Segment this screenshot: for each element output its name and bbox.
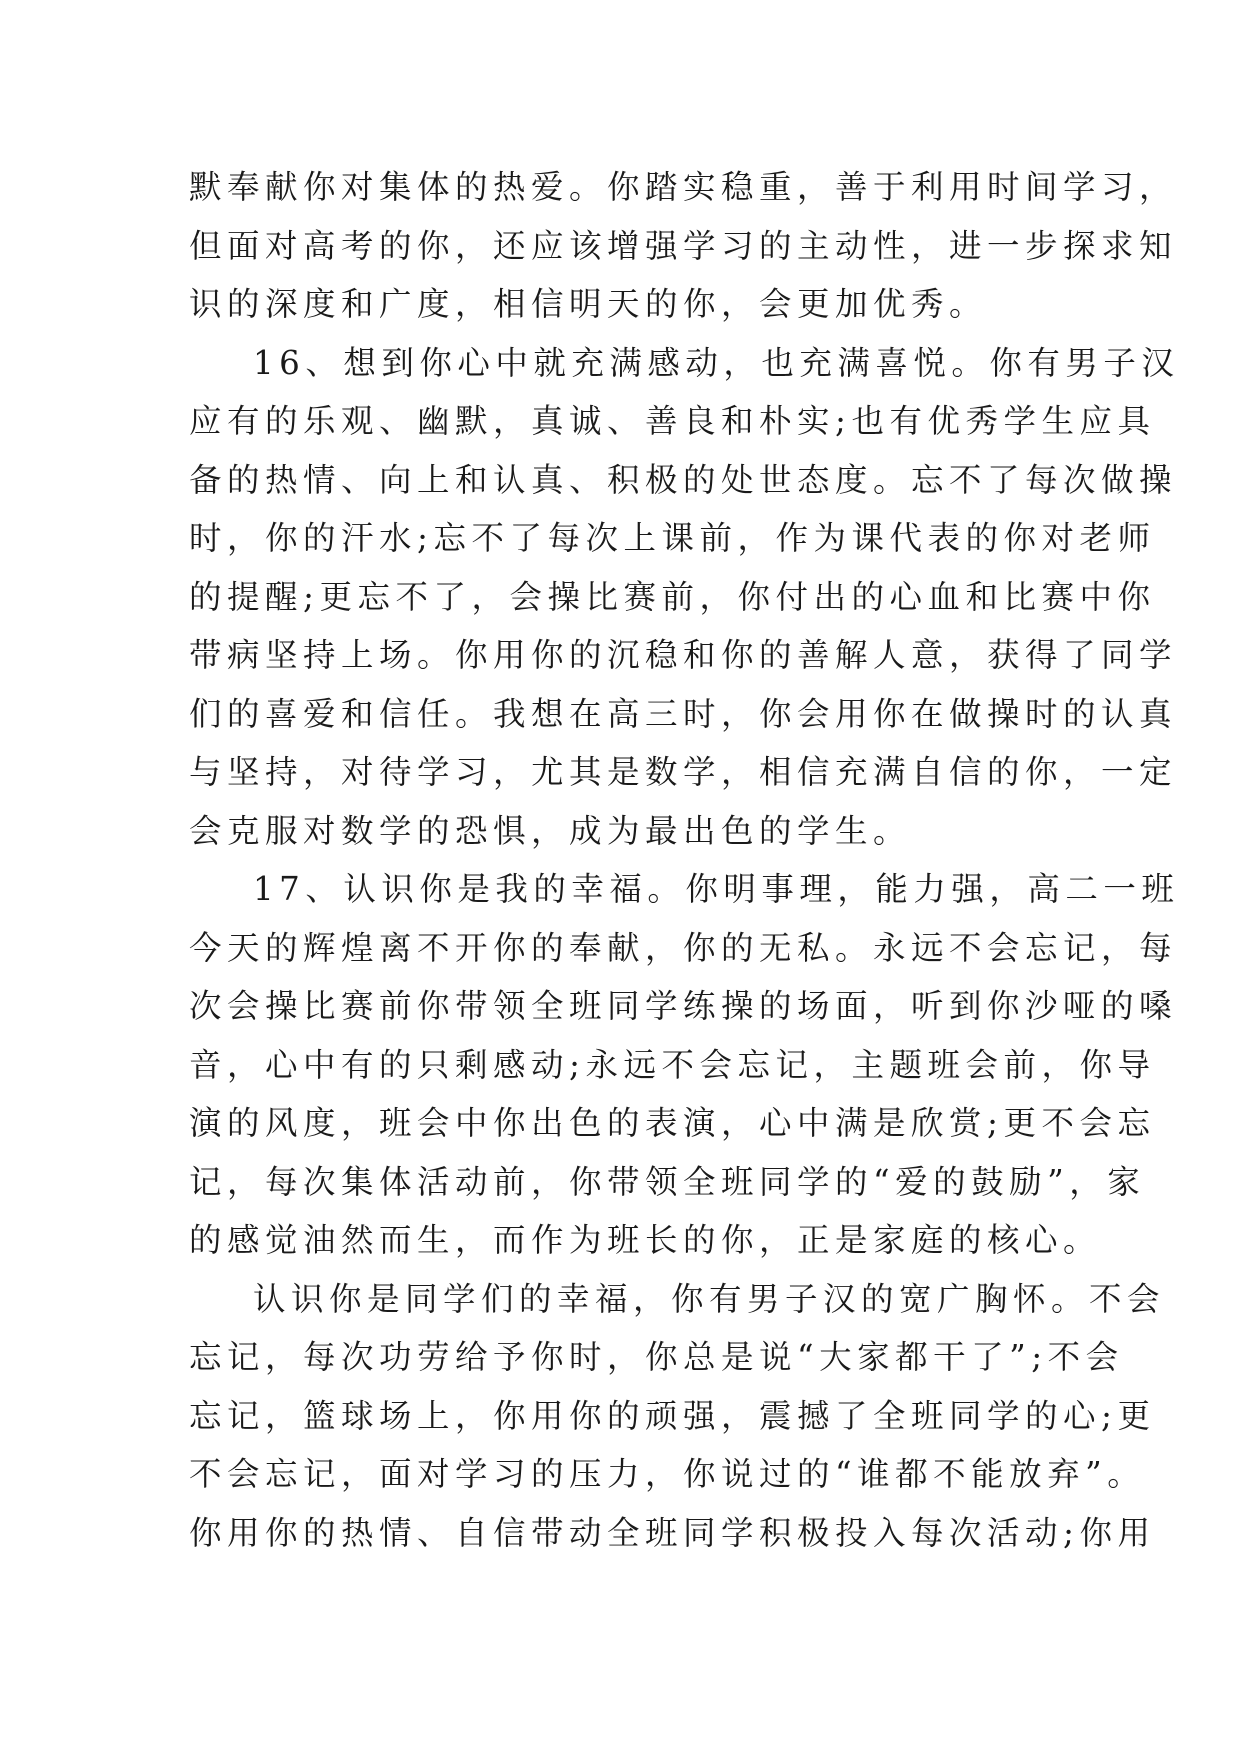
text-line: 今天的辉煌离不开你的奉献，你的无私。永远不会忘记，每 bbox=[189, 928, 1178, 967]
text-line: 忘记，每次功劳给予你时，你总是说“大家都干了”;不会 bbox=[189, 1338, 1124, 1376]
text-line: 认识你是同学们的幸福，你有男子汉的宽广胸怀。不会 bbox=[253, 1279, 1166, 1318]
text-line: 会克服对数学的恐惧，成为最出色的学生。 bbox=[189, 811, 912, 850]
text-line: 应有的乐观、幽默，真诚、善良和朴实;也有优秀学生应具 bbox=[189, 402, 1156, 440]
text-line: 17、认识你是我的幸福。你明事理，能力强，高二一班 bbox=[253, 870, 1180, 908]
text-line: 的提醒;更忘不了，会操比赛前，你付出的心血和比赛中你 bbox=[189, 577, 1156, 616]
text-line: 与坚持，对待学习，尤其是数学，相信充满自信的你，一定 bbox=[189, 753, 1178, 791]
text-line: 演的风度，班会中你出色的表演，心中满是欣赏;更不会忘 bbox=[189, 1104, 1156, 1142]
text-line: 们的喜爱和信任。我想在高三时，你会用你在做操时的认真 bbox=[189, 694, 1178, 733]
text-line: 16、想到你心中就充满感动，也充满喜悦。你有男子汉 bbox=[253, 343, 1180, 382]
text-line: 带病坚持上场。你用你的沉稳和你的善解人意，获得了同学 bbox=[189, 636, 1178, 674]
text-line: 时，你的汗水;忘不了每次上课前，作为课代表的你对老师 bbox=[189, 519, 1156, 557]
text-line: 的感觉油然而生，而作为班长的你，正是家庭的核心。 bbox=[189, 1221, 1102, 1259]
text-line: 不会忘记，面对学习的压力，你说过的“谁都不能放弃”。 bbox=[189, 1455, 1146, 1493]
text-line: 你用你的热情、自信带动全班同学积极投入每次活动;你用 bbox=[189, 1513, 1156, 1552]
text-line: 忘记，篮球场上，你用你的顽强，震撼了全班同学的心;更 bbox=[189, 1396, 1156, 1435]
text-line: 识的深度和广度，相信明天的你，会更加优秀。 bbox=[189, 285, 988, 323]
text-line: 备的热情、向上和认真、积极的处世态度。忘不了每次做操 bbox=[189, 460, 1178, 499]
text-line: 次会操比赛前你带领全班同学练操的场面，听到你沙哑的嗓 bbox=[189, 987, 1178, 1025]
text-line: 但面对高考的你，还应该增强学习的主动性，进一步探求知 bbox=[189, 226, 1178, 265]
text-line: 音，心中有的只剩感动;永远不会忘记，主题班会前，你导 bbox=[189, 1045, 1156, 1084]
document-body bbox=[189, 158, 1180, 1562]
text-line: 默奉献你对集体的热爱。你踏实稳重，善于利用时间学习， bbox=[189, 168, 1178, 206]
text-line: 记，每次集体活动前，你带领全班同学的“爱的鼓励”，家 bbox=[189, 1162, 1146, 1201]
